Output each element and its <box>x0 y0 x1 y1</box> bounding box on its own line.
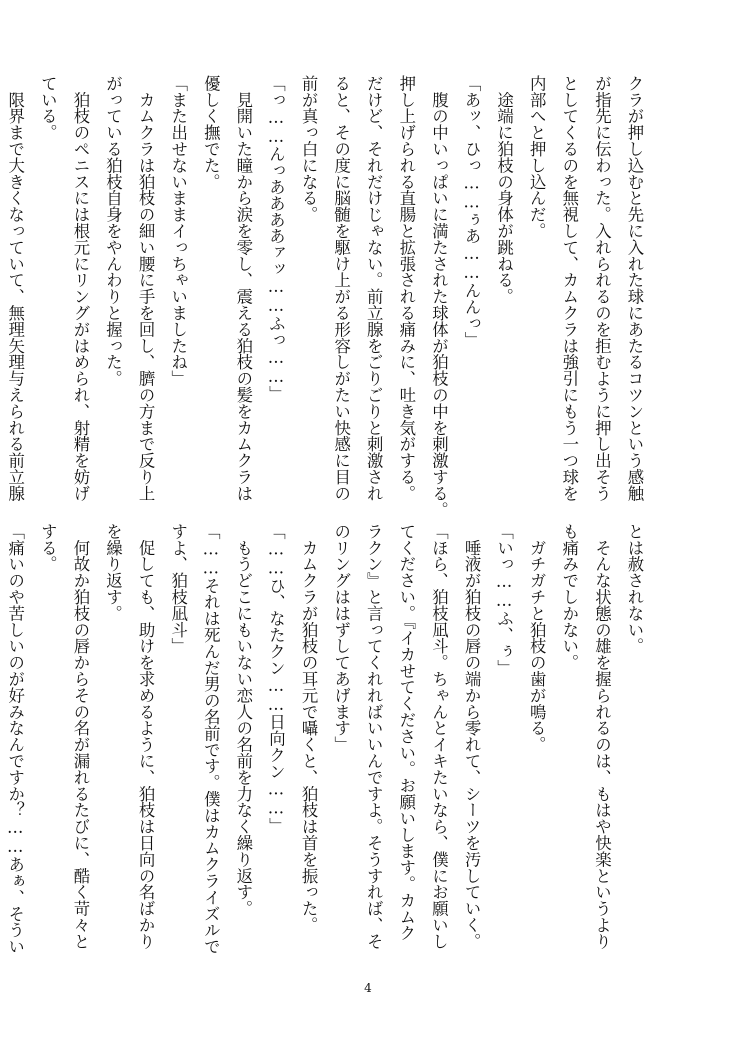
text-block-lower <box>5 523 650 955</box>
text-line: 何故か狛枝の唇からその名が漏れるたびに、酷く苛々と <box>70 523 90 950</box>
text-line: 「あッ、ひっ……ぅあ……んんっ」 <box>462 75 482 348</box>
text-line: 腹の中いっぱいに満たされた球体が狛枝の中を刺激する。 <box>429 75 449 518</box>
text-line: 「ほら、狛枝凪斗。ちゃんとイキたいなら、僕にお願いし <box>429 523 449 950</box>
text-line: クラが押し込むと先に入れた球にあたるコツンという感触 <box>625 75 644 502</box>
text-line: カムクラが狛枝の耳元で囁くと、狛枝は首を振った。 <box>299 523 319 933</box>
text-line: てください。『イカせてください。お願いします。カムク <box>396 523 416 942</box>
text-line: 優しく撫でた。 <box>201 75 221 190</box>
text-line: ている。 <box>38 75 58 141</box>
text-line: 促しても、助けを求めるように、狛枝は日向の名ばかり <box>136 523 156 950</box>
text-line: 押し上げられる直腸と拡張される痛みに、吐き気がする。 <box>396 75 416 502</box>
text-block-upper <box>5 75 650 518</box>
text-line: がっている狛枝自身をやんわりと握った。 <box>103 75 123 387</box>
text-line: としてくるのを無視して、カムクラは強引にもう一つ球を <box>559 75 579 502</box>
text-line: 「また出せないままイっちゃいましたね」 <box>168 75 188 387</box>
text-line: ラクン』と言ってくれればいいんですよ。そうすれば、そ <box>364 523 384 950</box>
text-line: 前が真っ白になる。 <box>299 75 319 223</box>
text-line: 「……ひ、なたクン……日向クン……」 <box>266 523 286 834</box>
text-line: ガチガチと狛枝の歯が鳴る。 <box>527 523 547 753</box>
text-line: する。 <box>38 523 58 573</box>
text-line: 狛枝のペニスには根元にリングがはめられ、射精を妨げ <box>70 75 90 502</box>
text-line: ると、その度に脳髄を駆け上がる形容しがたい快感に目の <box>331 75 351 502</box>
text-line: を繰り返す。 <box>103 523 123 622</box>
text-line: 「痛いのや苦しいのが好みなんですか？……あぁ、そうい <box>5 523 25 955</box>
text-line: 「っ……んっああああァッ……ふっ……」 <box>266 75 286 403</box>
text-line: 「いっ……ふ、ぅ」 <box>494 523 514 676</box>
text-line: 途端に狛枝の身体が跳ねる。 <box>494 75 514 305</box>
page-number: 4 <box>364 981 372 995</box>
text-line: 唾液が狛枝の唇の端から零れて、シーツを汚していく。 <box>462 523 482 950</box>
text-line: とは赦されない。 <box>625 523 644 655</box>
text-line: そんな状態の雄を握られるのは、もはや快楽というより <box>592 523 612 950</box>
text-line: が指先に伝わった。入れられるのを拒むように押し出そう <box>592 75 612 502</box>
text-line: も痛みでしかない。 <box>559 523 579 671</box>
text-line: もうどこにもいない恋人の名前を力なく繰り返す。 <box>233 523 253 917</box>
text-line: すよ、狛枝凪斗」 <box>168 523 188 655</box>
text-line: 内部へと押し込んだ。 <box>527 75 547 239</box>
text-line: 限界まで大きくなっていて、無理矢理与えられる前立腺 <box>5 75 25 502</box>
text-line: 見開いた瞳から涙を零し、震える狛枝の髪をカムクラは <box>233 75 253 502</box>
text-line: カムクラは狛枝の細い腰に手を回し、臍の方まで反り上 <box>136 75 156 502</box>
text-line: のリングははずしてあげます」 <box>331 523 351 753</box>
text-line: だけど、それだけじゃない。前立腺をごりごりと刺激され <box>364 75 384 502</box>
text-line: 「……それは死んだ男の名前です。僕はカムクライズルで <box>201 523 221 955</box>
